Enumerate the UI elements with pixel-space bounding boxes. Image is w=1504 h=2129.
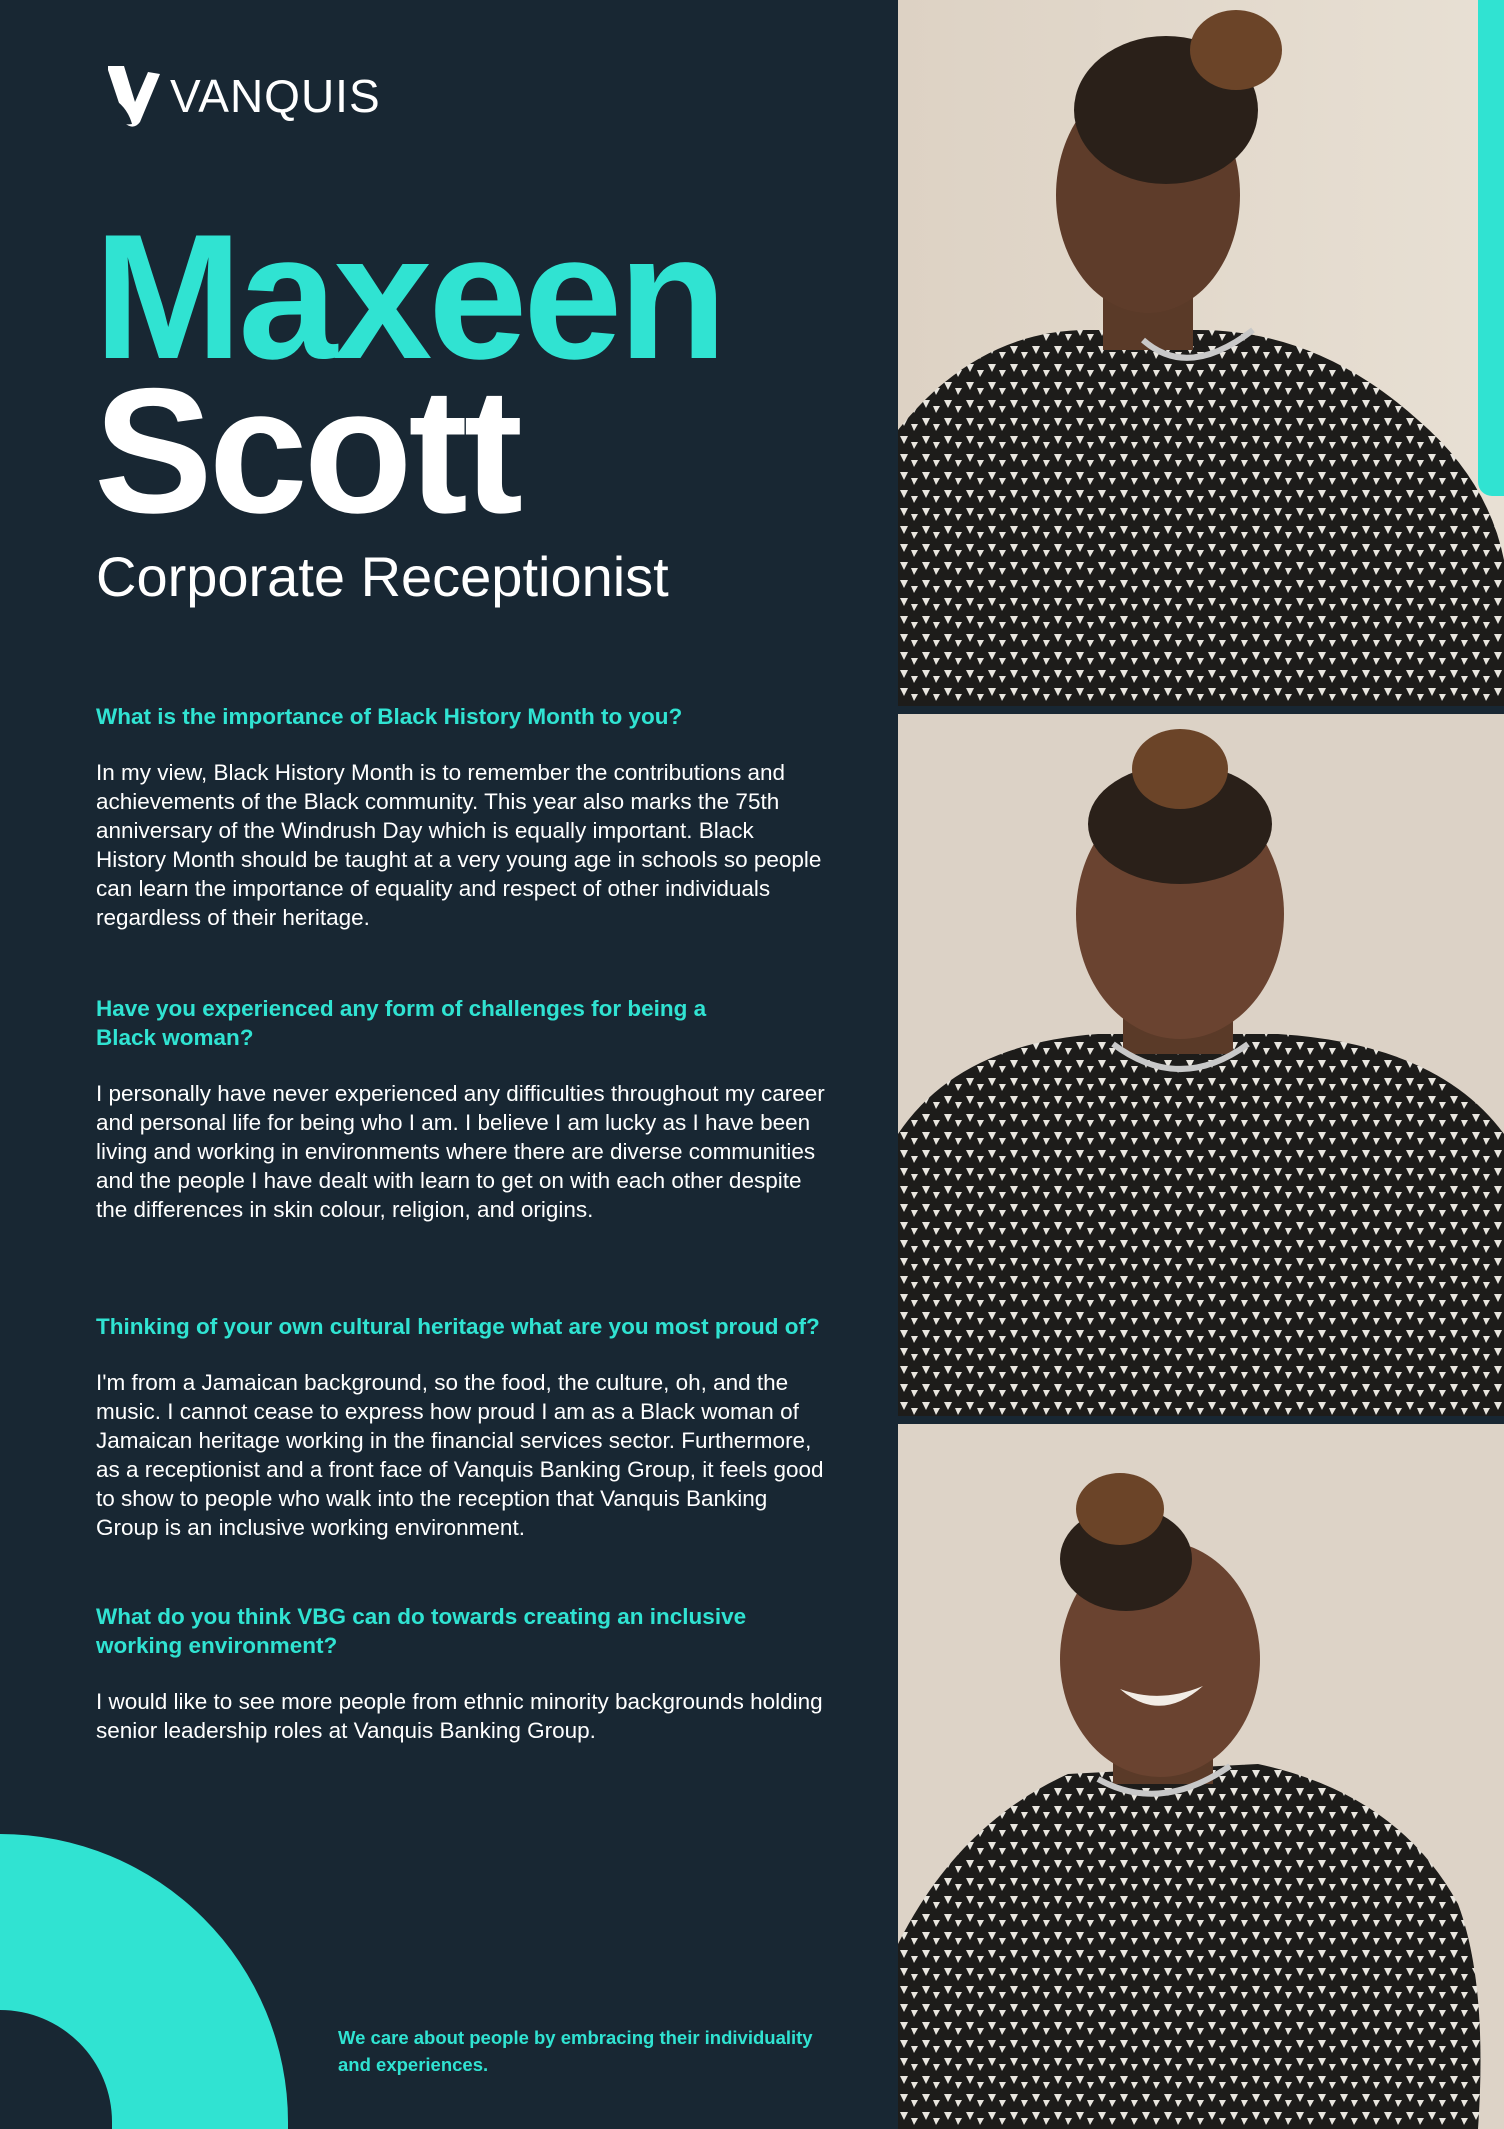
question-2: Have you experienced any form of challenges for being a Black woman? [96,996,707,1050]
question-4: What do you think VBG can do towards creating an inclusive working environment? [96,1604,747,1658]
qa-block-2 [96,994,825,1224]
portrait-photo-3 [898,1424,1504,2129]
qa-block-1 [96,702,826,932]
question-1: What is the importance of Black History Month to you? [96,704,683,729]
qa-block-4 [96,1602,826,1745]
question-3: Thinking of your own cultural heritage what are you most proud of? [96,1314,820,1339]
last-name-heading: Scott [94,351,519,550]
job-title: Corporate Receptionist [96,545,669,608]
answer-4: I would like to see more people from ethnic minority backgrounds holding senior leadership roles at Vanquis Banking Group. [96,1689,823,1743]
answer-1: In my view, Black History Month is to remember the contributions and achievements of the Black community. This year also marks the 75th anniversary of the Windrush Day which is equally important. Black History Month should be taught at a very young age in schools so people can learn the importance of equality and respect of other individuals regardless of their heritage. [96,760,822,930]
photo-column [898,0,1504,2129]
qa-block-3 [96,1312,826,1542]
tagline: We care about people by embracing their individuality and experiences. [338,2027,813,2075]
answer-3: I'm from a Jamaican background, so the food, the culture, oh, and the music. I cannot cease to express how proud I am as a Black woman of Jamaican heritage working in the financial services sector. Furthermore, as a receptionist and a front face of Vanquis Banking Group, it feels good to show to people who walk into the reception that Vanquis Banking Group is an inclusive working environment. [96,1370,824,1540]
decorative-arc [0,1834,300,2129]
portrait-photo-1 [898,0,1504,706]
answer-2: I personally have never experienced any difficulties throughout my career and personal life for being who I am. I believe I am lucky as I have been living and working in environments where there are diverse communities and the people I have dealt with learn to get on with each other despite the differences in skin colour, religion, and origins. [96,1081,825,1222]
first-name-heading: Maxeen [94,197,723,396]
vanquis-logo [104,62,381,130]
logo-wordmark: VANQUIS [170,70,381,122]
vanquis-v-icon [104,62,164,130]
accent-bar [1478,0,1504,496]
portrait-photo-2 [898,714,1504,1416]
